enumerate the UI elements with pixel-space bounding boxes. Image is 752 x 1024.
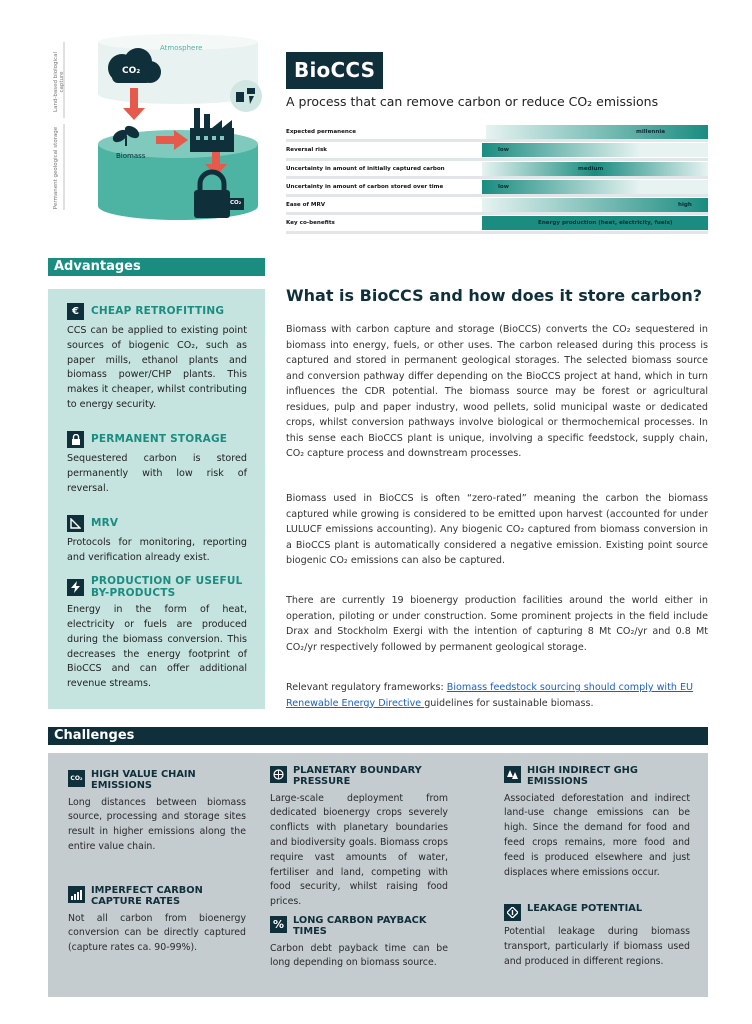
forest-icon	[504, 766, 521, 783]
metric-bar	[482, 180, 708, 194]
page-title: BioCCS	[286, 52, 383, 89]
advantage-title: MRV	[91, 517, 119, 530]
advantage-item	[67, 575, 247, 692]
advantage-title: PRODUCTION OF USEFUL BY-PRODUCTS	[91, 575, 243, 600]
advantage-title: PERMANENT STORAGE	[91, 433, 228, 446]
percent-icon: %	[270, 916, 287, 933]
challenge-text: Potential leakage during biomass transport, particularly if biomass used and produced in different regions.	[504, 926, 690, 967]
metric-value: low	[498, 183, 509, 190]
page-subtitle: A process that can remove carbon or reduce CO₂ emissions	[286, 94, 659, 109]
metric-row	[286, 124, 708, 142]
metrics-table	[286, 124, 708, 234]
challenge-text: Long distances between biomass source, processing and storage sites result in higher emissions along the entire value chain.	[68, 796, 246, 852]
lightning-icon	[67, 579, 84, 596]
metric-bar	[486, 125, 708, 139]
metric-label: Uncertainty in amount of carbon stored over time	[286, 183, 444, 190]
challenge-title: LONG CARBON PAYBACK TIMES	[293, 915, 427, 938]
regulatory-suffix: guidelines for sustainable biomass.	[424, 697, 594, 709]
paragraph: Biomass with carbon capture and storage (BioCCS) converts the CO₂ sequestered in biomass into energy, fuels, or other uses. The carbon released during this process is captured and stored in permanent geological storages. The selected biomass source and conversion pathway differ depending on the BioCCS project at hand, which in turn influences the CDR potential. The biomass source may be forest or agricultural residues, pulp and paper industry, wood pellets, solid municipal waste or dedicated crops, whilst conversion pathways involve biological or thermochemical processes. In this sense each BioCCS plant is unique, involving a specific feedstock, supply chain, CO₂ capture process and downstream processes.	[286, 324, 708, 459]
metric-row	[286, 215, 708, 233]
challenge-text: Not all carbon from bioenergy conversion can be directly captured (capture rates ca. 90-99%).	[68, 912, 246, 954]
biomass-label: Biomass	[116, 152, 146, 160]
advantages-panel	[48, 289, 265, 709]
globe-icon	[270, 766, 287, 783]
storage-label: Storage	[198, 222, 226, 230]
metric-value: millennia	[636, 129, 666, 135]
metric-row	[286, 142, 708, 160]
lock-icon	[67, 431, 84, 448]
co2-label: CO₂	[122, 66, 141, 76]
metric-label: Ease of MRV	[286, 202, 326, 209]
challenge-text: Associated deforestation and indirect land-use change emissions can be high. Since the demand for food and feed crops remains, more food and feed is produced elsewhere and just displaces where emissions occur.	[504, 792, 690, 878]
factory-icon	[190, 108, 234, 152]
metric-bar	[482, 216, 708, 230]
advantage-item	[67, 303, 247, 413]
challenge-item	[68, 885, 246, 956]
metric-bar	[482, 198, 708, 212]
process-diagram	[50, 32, 265, 237]
bar-chart-icon	[68, 886, 85, 903]
advantage-item	[67, 431, 247, 496]
advantage-text: Energy in the form of heat, electricity or fuels are produced during the biomass conversion. This decreases the energy footprint of BioCCS and can offer additional revenue streams.	[67, 604, 247, 690]
challenge-item	[68, 769, 246, 855]
advantage-text: CCS can be applied to existing point sources of biogenic CO₂, such as paper mills, ethanol plants and biomass power/CHP plants. This makes it cheaper, whilst contributing to energy security.	[67, 325, 247, 410]
advantage-title: CHEAP RETROFITTING	[91, 305, 225, 318]
challenge-text: Large-scale deployment from dedicated bioenergy crops severely conflicts with planetary boundaries and biodiversity goals. Biomass crops require vast amounts of water, fertiliser and land, competing with food security, whilst raising food prices.	[270, 792, 448, 908]
main-heading: What is BioCCS and how does it store carbon?	[286, 286, 702, 305]
challenges-panel	[48, 753, 708, 997]
leakage-icon	[504, 904, 521, 921]
advantage-item	[67, 515, 247, 566]
metric-label: Uncertainty in amount of initially captured carbon	[286, 165, 445, 172]
metric-row	[286, 197, 708, 215]
challenges-header: Challenges	[48, 727, 708, 745]
metric-bar	[482, 162, 708, 176]
metric-value: low	[498, 147, 509, 154]
advantages-header: Advantages	[48, 258, 265, 276]
challenge-title: IMPERFECT CARBON CAPTURE RATES	[91, 885, 203, 908]
paragraph: There are currently 19 bioenergy production facilities around the world either in operation, piloting or under construction. Some prominent projects in the field include Drax and Stockholm Exergi with the intention of capturing 8 Mt CO₂/yr and 0.8 Mt CO₂/yr respectively followed by permanent geological storage.	[286, 595, 708, 653]
challenge-title: HIGH INDIRECT GHG EMISSIONS	[527, 765, 638, 788]
metric-label: Expected permanence	[286, 129, 356, 135]
co2-icon: CO₂	[68, 770, 85, 787]
storage-co2-label: CO₂	[230, 200, 242, 206]
challenge-title: LEAKAGE POTENTIAL	[527, 903, 643, 914]
challenge-item	[270, 765, 448, 910]
paragraph: Biomass used in BioCCS is often “zero-rated” meaning the carbon the biomass captured while growing is considered to be emitted upon harvest (accounted for under LULUCF emissions accounting). Any biogenic CO₂ captured from biomass conversion in a BioCCS plant is automatically considered a negative emission. Existing point source biogenic CO₂ emissions can also be captured.	[286, 493, 708, 566]
challenge-item	[270, 915, 448, 971]
challenge-item	[504, 903, 690, 969]
metric-label: Key co-benefits	[286, 220, 335, 227]
metric-value: Energy production (heat, electricity, fuels)	[538, 220, 673, 227]
ruler-icon	[67, 515, 84, 532]
metric-row	[286, 161, 708, 179]
side-label-storage: Permanent geological storage	[53, 126, 59, 210]
regulatory-frameworks	[286, 680, 708, 711]
metric-value: high	[678, 202, 692, 209]
regulatory-prefix: Relevant regulatory frameworks:	[286, 682, 447, 693]
atmosphere-label: Atmosphere	[160, 44, 203, 52]
metric-bar	[482, 143, 708, 157]
challenge-title: HIGH VALUE CHAIN EMISSIONS	[91, 769, 196, 792]
bioccs-illustration	[50, 32, 265, 237]
side-label-capture: Land-based biological capture	[53, 52, 66, 112]
challenge-title: PLANETARY BOUNDARY PRESSURE	[293, 765, 422, 788]
euro-icon: €	[67, 303, 84, 320]
metric-label: Reversal risk	[286, 147, 327, 154]
metric-row	[286, 179, 708, 197]
advantage-text: Protocols for monitoring, reporting and verification already exist.	[67, 537, 247, 563]
advantage-text: Sequestered carbon is stored permanently with low risk of reversal.	[67, 453, 247, 494]
red-directive-link[interactable]: Biomass feedstock sourcing should comply with EU Renewable Energy Directive	[286, 682, 694, 709]
challenge-text: Carbon debt payback time can be long depending on biomass source.	[270, 942, 448, 969]
challenge-item	[504, 765, 690, 880]
metric-value: medium	[578, 165, 604, 172]
